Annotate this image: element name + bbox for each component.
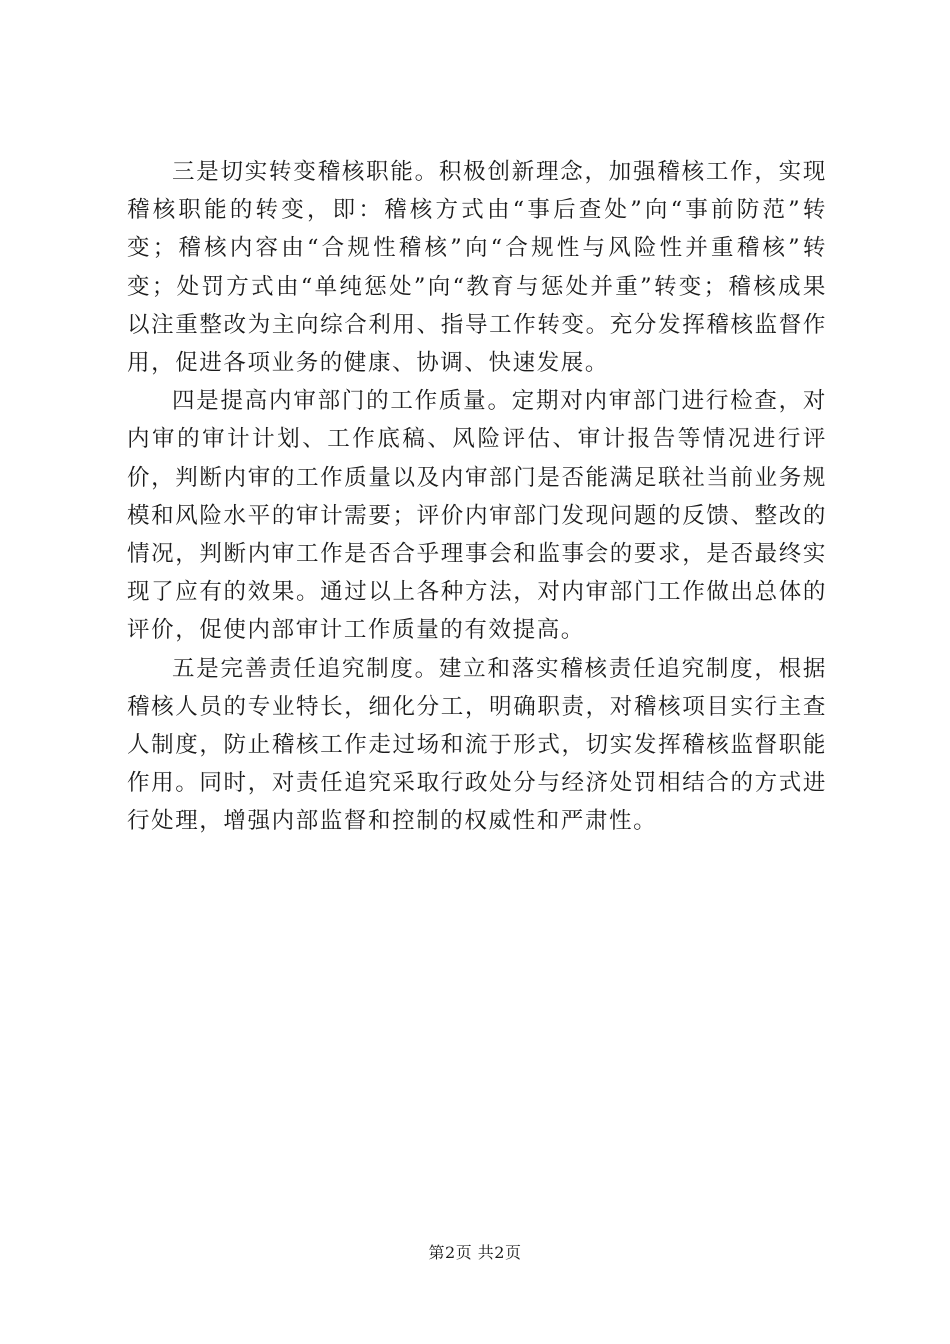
document-body [127,153,827,841]
paragraph-4: 四是提高内审部门的工作质量。定期对内审部门进行检查，对内审的审计计划、工作底稿、风险评估、审计报告等情况进行评价，判断内审的工作质量以及内审部门是否能满足联社当前业务规模和风险水平的审计需要；评价内审部门发现问题的反馈、整改的情况，判断内审工作是否合乎理事会和监事会的要求，是否最终实现了应有的效果。通过以上各种方法，对内审部门工作做出总体的评价，促使内部审计工作质量的有效提高。 [127,388,827,644]
paragraph-5: 五是完善责任追究制度。建立和落实稽核责任追究制度，根据稽核人员的专业特长，细化分工，明确职责，对稽核项目实行主查人制度，防止稽核工作走过场和流于形式，切实发挥稽核监督职能作用。同时，对责任追究采取行政处分与经济处罚相结合的方式进行处理，增强内部监督和控制的权威性和严肃性。 [127,655,827,835]
paragraph-3: 三是切实转变稽核职能。积极创新理念，加强稽核工作，实现稽核职能的转变，即：稽核方式由“事后查处”向“事前防范”转变；稽核内容由“合规性稽核”向“合规性与风险性并重稽核”转变；处罚方式由“单纯惩处”向“教育与惩处并重”转变；稽核成果以注重整改为主向综合利用、指导工作转变。充分发挥稽核监督作用，促进各项业务的健康、协调、快速发展。 [127,159,827,377]
page-footer: 第2页 共2页 [428,1243,522,1262]
